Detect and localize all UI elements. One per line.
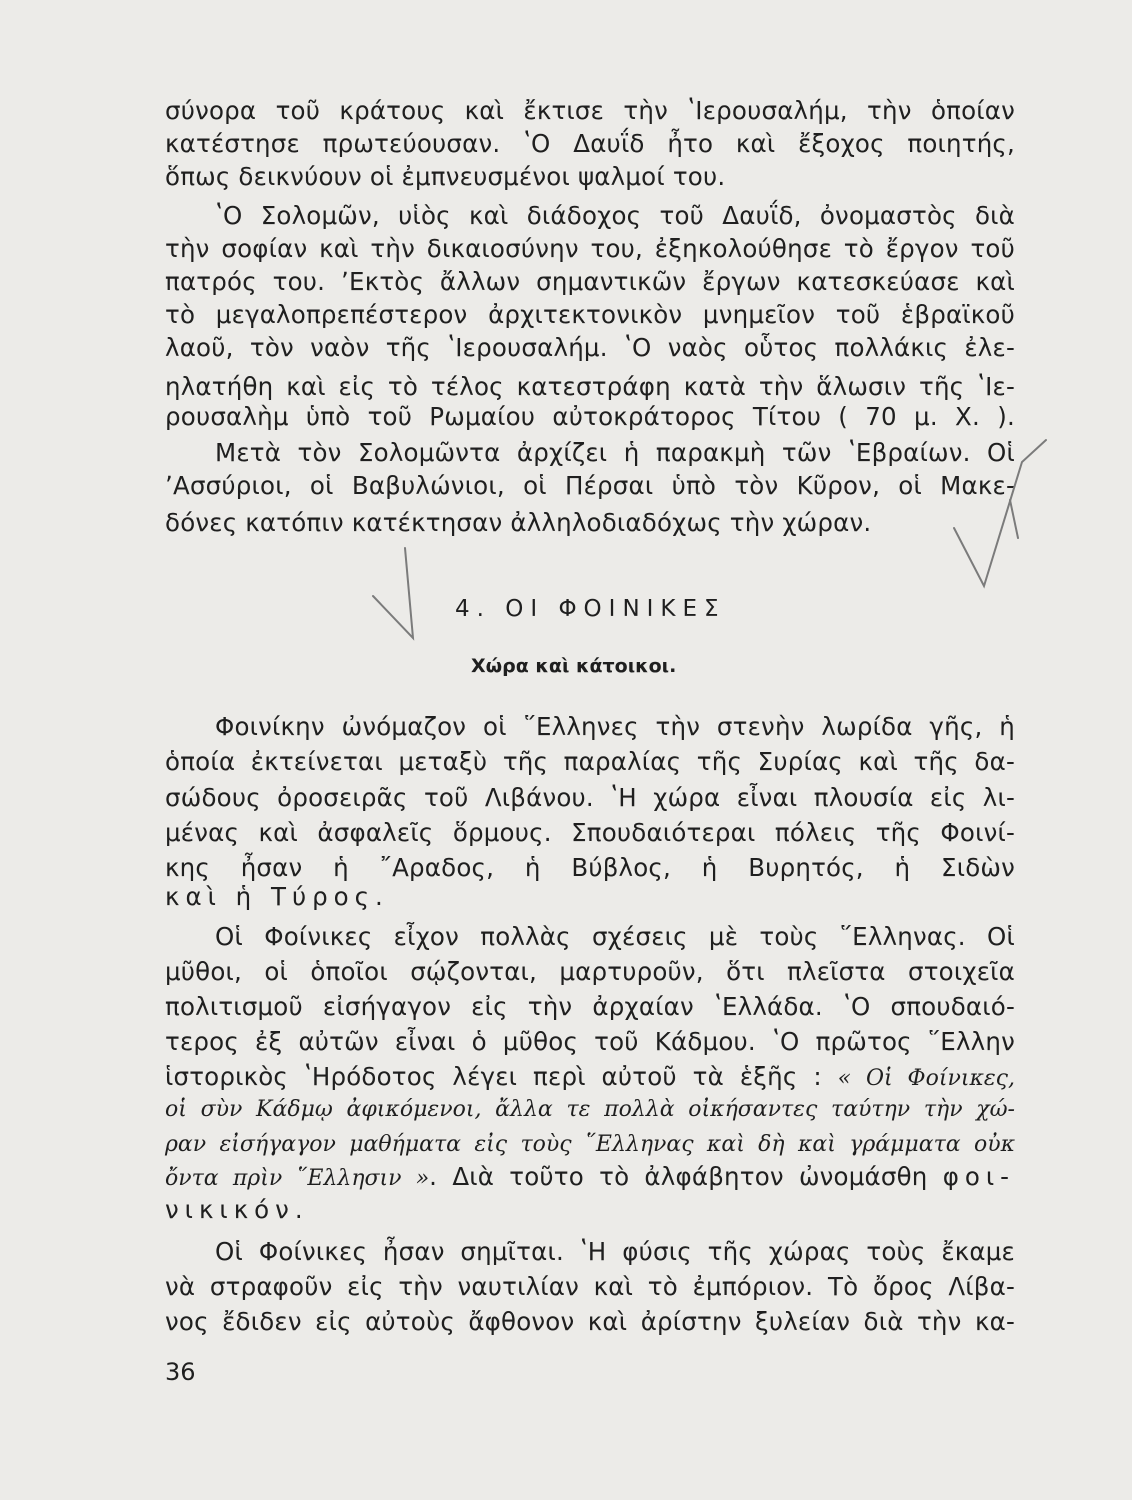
- quote-line: οἱ σὺν Κάδμῳ ἀφικόμενοι, ἄλλα τε πολλὰ οἰκήσαντες ταύτην τὴν χώ-: [165, 1097, 1015, 1122]
- text-line: μένας καὶ ἀσφαλεῖς ὅρμους. Σπουδαιότεραι πόλεις τῆς Φοινί-: [165, 818, 1015, 847]
- text-line: πατρός του. ʼΕκτὸς ἄλλων σημαντικῶν ἔργων κατεσκεύασε καὶ: [165, 267, 1015, 296]
- text-line: ὅπως δεικνύουν οἱ ἐμπνευσμένοι ψαλμοί του.: [165, 162, 726, 191]
- text-line: κατέστησε πρωτεύουσαν. ʽΟ Δαυΐδ ἦτο καὶ ἔξοχος ποιητής,: [165, 129, 1015, 158]
- text-segment: ἱστορικὸς ʽΗρόδοτος λέγει περὶ αὐτοῦ τὰ ἑξῆς :: [165, 1062, 822, 1091]
- text-line: σύνορα τοῦ κράτους καὶ ἔκτισε τὴν ʽΙερουσαλήμ, τὴν ὁποίαν: [165, 96, 1015, 125]
- section-heading: 4. ΟΙ ΦΟΙΝΙΚΕΣ: [455, 596, 726, 622]
- text-line: [165, 1060, 1015, 1095]
- text-segment: φοι-: [942, 1162, 1015, 1191]
- text-line: Οἱ Φοίνικες εἶχον πολλὰς σχέσεις μὲ τοὺς ῞Ελληνας. Οἱ: [215, 922, 1015, 951]
- quote-segment: ὄντα πρὶν ῞Ελλησιν »: [165, 1166, 430, 1191]
- text-line: σώδους ὀροσειρᾶς τοῦ Λιβάνου. ʽΗ χώρα εἶναι πλουσία εἰς λι-: [165, 783, 1015, 812]
- text-line: ὁποία ἐκτείνεται μεταξὺ τῆς παραλίας τῆς Συρίας καὶ τῆς δα-: [165, 747, 1015, 776]
- text-line: νὰ στραφοῦν εἰς τὴν ναυτιλίαν καὶ τὸ ἐμπόριον. Τὸ ὄρος Λίβα-: [165, 1272, 1015, 1301]
- page-number: 36: [165, 1358, 196, 1386]
- text-line: τὴν σοφίαν καὶ τὴν δικαιοσύνην του, ἐξηκολούθησε τὸ ἔργον τοῦ: [165, 234, 1015, 263]
- text-line: καὶ ἡ Τύρος.: [165, 882, 389, 911]
- text-line: δόνες κατόπιν κατέκτησαν ἀλληλοδιαδόχως τὴν χώραν.: [165, 508, 872, 537]
- text-line: τὸ μεγαλοπρεπέστερον ἀρχιτεκτονικὸν μνημεῖον τοῦ ἑβραϊκοῦ: [165, 300, 1015, 329]
- quote-segment: « Οἱ Φοίνικες,: [837, 1066, 1015, 1091]
- section-subheading: Χώρα καὶ κάτοικοι.: [471, 655, 677, 677]
- text-line: νος ἔδιδεν εἰς αὐτοὺς ἄφθονον καὶ ἀρίστην ξυλείαν διὰ τὴν κα-: [165, 1307, 1015, 1336]
- text-line: [165, 1160, 1015, 1195]
- text-line: μῦθοι, οἱ ὁποῖοι σῴζονται, μαρτυροῦν, ὅτι πλεῖστα στοιχεῖα: [165, 957, 1015, 986]
- text-line: ʼΑσσύριοι, οἱ Βαβυλώνιοι, οἱ Πέρσαι ὑπὸ τὸν Κῦρον, οἱ Μακε-: [165, 471, 1015, 500]
- text-line: νικικόν.: [165, 1195, 309, 1224]
- text-line: λαοῦ, τὸν ναὸν τῆς ʽΙερουσαλήμ. ʽΟ ναὸς οὗτος πολλάκις ἐλε-: [165, 333, 1015, 362]
- text-line: Οἱ Φοίνικες ἦσαν σημῖται. ʽΗ φύσις τῆς χώρας τοὺς ἔκαμε: [215, 1237, 1015, 1266]
- check-mark-icon: [373, 548, 413, 638]
- text-line: Μετὰ τὸν Σολομῶντα ἀρχίζει ἡ παρακμὴ τῶν ʽΕβραίων. Οἱ: [215, 438, 1015, 467]
- text-line: τερος ἐξ αὐτῶν εἶναι ὁ μῦθος τοῦ Κάδμου. ʽΟ πρῶτος ῞Ελλην: [165, 1027, 1015, 1056]
- text-line: πολιτισμοῦ εἰσήγαγον εἰς τὴν ἀρχαίαν ʽΕλλάδα. ʽΟ σπουδαιό-: [165, 992, 1015, 1021]
- text-line: Φοινίκην ὠνόμαζον οἱ ῞Ελληνες τὴν στενὴν λωρίδα γῆς, ἡ: [215, 712, 1015, 741]
- text-line: κης ἦσαν ἡ ῎Αραδος, ἡ Βύβλος, ἡ Βυρητός, ἡ Σιδὼν: [165, 853, 1015, 882]
- text-segment: . Διὰ τοῦτο τὸ ἀλφάβητον ὠνομάσθη: [429, 1162, 928, 1191]
- quote-line: ραν εἰσήγαγον μαθήματα εἰς τοὺς ῞Ελληνας καὶ δὴ καὶ γράμματα οὐκ: [165, 1132, 1015, 1157]
- text-line: ρουσαλὴμ ὑπὸ τοῦ Ρωμαίου αὐτοκράτορος Τίτου ( 70 μ. Χ. ).: [165, 402, 1015, 431]
- text-line: ηλατήθη καὶ εἰς τὸ τέλος κατεστράφη κατὰ τὴν ἅλωσιν τῆς ʽΙε-: [165, 372, 1015, 401]
- text-line: ʽΟ Σολομῶν, υἱὸς καὶ διάδοχος τοῦ Δαυΐδ, ὀνομαστὸς διὰ: [215, 201, 1015, 230]
